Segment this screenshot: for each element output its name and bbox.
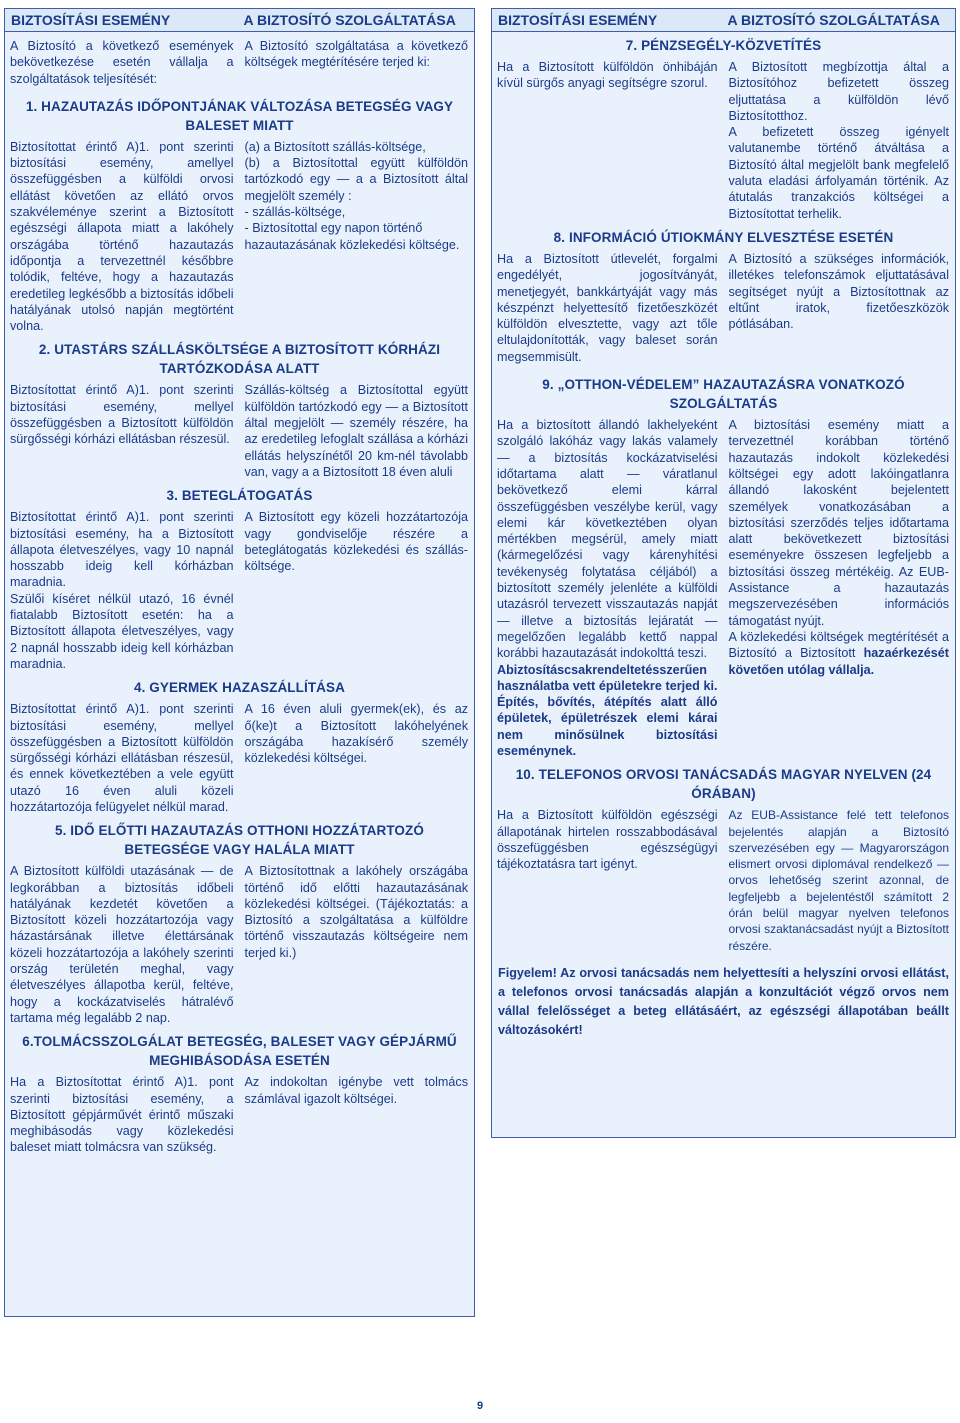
section-5-service: A Biztosítottnak a lakóhely országába történő idő előtti hazautazásának közlekedési költségei. (Tájékoztatás: a Biztosító a szolgáltatása a külföldre történő visszautazás költségeire nem terjed ki.): [244, 864, 468, 960]
section-3-event-paragraph: Szülői kíséret nélkül utazó, 16 évnél fiatalabb Biztosított esetén: ha a Biztosított állapota életveszélyes, vagy 2 napnál hosszabb ideig kell kórházban maradnia.: [10, 591, 234, 671]
section-5-event: A Biztosított külföldi utazásának — de legkorábban a biztosítás időbeli hatályának kezdetét követően a Biztosított közeli hozzátartozója vagy házastársának illetve élettársának közeli hozzátartozója a lakóhely szerinti ország területén meghal, vagy életveszélyes állapotba kerül, feltéve, hogy a kockázatviselés hátralévő tartama még legalább 2 nap.: [10, 864, 234, 1025]
section-1-row: [5, 139, 474, 335]
section-1-service-line: (a) a Biztosított szállás-költsége,: [244, 139, 426, 154]
event-column-heading: BIZTOSÍTÁSI ESEMÉNY: [11, 12, 171, 28]
section-6-title: 6.TOLMÁCSSZOLGÁLAT BETEGSÉG, BALESET VAGY GÉPJÁRMŰ MEGHIBÁSODÁSA ESETÉN: [22, 1034, 457, 1069]
section-2-service: Szállás-költség a Biztosítottal együtt külföldön tartózkodó egy — a Biztosított által megjelölt — személy részére, ha az eredetileg lefoglalt szállása a kórházi ellátás helyszínétől 20 km-nél távolabb van, vagy a a Biztosított 18 éven aluli: [244, 383, 468, 479]
section-7-title: 7. PÉNZSEGÉLY-KÖZVETÍTÉS: [625, 38, 822, 53]
section-1-title: 1. HAZAUTAZÁS IDŐPONTJÁNAK VÁLTOZÁSA BETEGSÉG VAGY BALESET MIATT: [25, 98, 454, 133]
section-2-row: [5, 382, 474, 480]
right-table: [491, 8, 956, 1138]
section-9-row: [492, 417, 955, 759]
section-4-event: Biztosítottat érintő A)1. pont szerinti biztosítási esemény, mellyel összefüggésben a Biztosított külföldön sürgősségi kórházi ellátásban részesül, és ennek következtében a vele együtt utazó 16 éven aluli közeli hozzátartozója felügyelet nélkül marad.: [10, 702, 234, 814]
service-column-heading: A BIZTOSÍTÓ SZOLGÁLTATÁSA: [727, 12, 940, 28]
section-8-event: Ha a Biztosított útlevelét, forgalmi engedélyét, jogosítványát, menetjegyét, bankkártyáját vagy más készpénzt helyettesítő fizetőeszközét külföldön elvesztette, vagy azt tőle eltulajdonították, vagy baleset során megsemmisült.: [497, 251, 718, 364]
section-6-event: Ha a Biztosítottat érintő A)1. pont szerinti biztosítási esemény, a Biztosított gépjárművét érintő műszaki meghibásodás vagy közlekedési baleset miatt tolmácsra van szükség.: [10, 1075, 234, 1155]
section-10-service: Az EUB-Assistance felé tett telefonos bejelentés alapján a Biztosító szervezésében egy — Magyarországon elismert orvosi diplomával rendelkező — orvos lehetőség szerint azonnal, de legfeljebb a bejelentéstől számított 2 órán belül magyar nyelven telefonos orvosi szaktanácsadást nyújt a Biztosított részére.: [728, 808, 949, 953]
section-8-title: 8. INFORMÁCIÓ ÚTIOKMÁNY ELVESZTÉSE ESETÉN: [553, 229, 894, 245]
section-9-event: [492, 417, 724, 759]
section-1-service-line: - Biztosítottal egy napon történő hazautazásának közlekedési költsége.: [244, 221, 460, 252]
right-table-header: [492, 9, 955, 32]
section-9-title: 9. „OTTHON-VÉDELEM” HAZAUTAZÁSRA VONATKOZÓ SZOLGÁLTATÁS: [542, 377, 905, 412]
section-3-event-paragraph: Biztosítottat érintő A)1. pont szerinti biztosítási esemény, ha a Biztosított állapota életveszélyes, vagy 10 napnál hosszabb ideig kell kórházban maradnia.: [10, 510, 234, 590]
section-3-row: [5, 509, 474, 672]
section-10-title: 10. TELEFONOS ORVOSI TANÁCSADÁS MAGYAR NYELVEN (24 ÓRÁBAN): [515, 767, 932, 802]
section-3-title: 3. BETEGLÁTOGATÁS: [166, 488, 313, 504]
section-7-service: [724, 59, 956, 222]
intro-row: [5, 38, 474, 87]
page-number: 9: [476, 1400, 484, 1412]
intro-service: A Biztosító szolgáltatása a következő költségek megtérítésére terjed ki:: [244, 39, 468, 70]
section-1-service-line: (b) a Biztosítottal együtt külföldön tartózkodó egy — a a Biztosított által megjelölt személy :: [244, 156, 468, 203]
section-1-event: Biztosítottat érintő A)1. pont szerinti biztosítási esemény, amellyel összefüggésben a külföldi orvosi ellátást követően az ellátó orvos szakvéleménye szerint a Biztosított egészségi állapota miatt a lakóhely országába történő hazautazás időpontja a tervezettnél későbbre tolódik, feltéve, hogy a hazautazás eredetileg legkésőbb a biztosítás időbeli hatályának utolsó napján megtörtént volna.: [10, 139, 234, 334]
section-7-event: Ha a Biztosított külföldön önhibáján kívül sürgős anyagi segítségre szorul.: [497, 60, 718, 91]
left-table: [4, 8, 475, 1317]
section-4-row: [5, 701, 474, 815]
section-7-row: [492, 59, 955, 222]
section-9-service: [724, 417, 956, 759]
section-9-service-paragraph: A biztosítási esemény miatt a tervezettnél korábban történő hazautazás indokolt közlekedési költségei egy adott lakóingatlanra állandó lakosként bejelentett személyek vonatkozásában a biztosítási szerződés teljes időtartama alatt bekövetkezett biztosítási eseményekre összesen legfeljebb a biztosítási összeg mértékéig. Az EUB-Assistance a hazautazás megszervezésében információs támogatást nyújt.: [728, 418, 949, 628]
section-8-service: A Biztosító a szükséges információk, illetékes telefonszámok eljuttatásával segítséget nyújt a Biztosítottnak az eltűnt iratok, fizetőeszközök pótlásában.: [728, 251, 949, 332]
left-table-header: [5, 9, 474, 32]
section-7-service-paragraph: A Biztosított megbízottja által a Biztosítóhoz befizetett összeg eljuttatása a külföldön lévő Biztosítotthoz.: [728, 60, 949, 123]
section-6-service: Az indokoltan igénybe vett tolmács számlával igazolt költségei.: [244, 1075, 468, 1106]
section-3-service: A Biztosított egy közeli hozzátartozója vagy gondviselője részére a beteglátogatás közlekedési és szállás-költsége.: [244, 510, 468, 574]
service-column-heading: A BIZTOSÍTÓ SZOLGÁLTATÁSA: [243, 12, 456, 28]
section-3-event: [5, 509, 240, 672]
section-1-service-line: - szállás-költsége,: [244, 205, 346, 220]
section-5-row: [5, 863, 474, 1026]
section-7-service-paragraph: A befizetett összeg igényelt valutanembe történő átváltása a Biztosító által megjelölt bank megfelelő valuta eladási árfolyamán történik. Az átutalás tranzakciós költségei a Biztosítottat terhelik.: [728, 125, 949, 221]
section-9-event-note: Abiztosításcsakrendeltetésszerűen használatba vett épületekre terjed ki. Építés, bővítés, átépítés alatt álló épületek, épületrészek elemi kárai nem minősülnek biztosítási eseménynek.: [497, 662, 718, 758]
section-9-service-text: A közlekedési költségek megtérítését a Biztosító a Biztosított: [728, 629, 949, 661]
event-column-heading: BIZTOSÍTÁSI ESEMÉNY: [498, 12, 658, 28]
section-10-row: [492, 807, 955, 954]
section-6-row: [5, 1074, 474, 1155]
section-10-event: Ha a Biztosított külföldön egészségi állapotának hirtelen rosszabbodásával összefüggésben egészségügyi tájékoztatásra tart igényt.: [497, 808, 718, 872]
section-1-service: [240, 139, 475, 335]
intro-event: A Biztosító a következő események bekövetkezése esetén vállalja a szolgáltatások teljesítését:: [10, 39, 234, 86]
section-4-title: 4. GYERMEK HAZASZÁLLÍTÁSA: [133, 680, 345, 696]
section-8-row: [492, 251, 955, 365]
section-2-title: 2. UTASTÁRS SZÁLLÁSKÖLTSÉGE A BIZTOSÍTOTT KÓRHÁZI TARTÓZKODÁSA ALATT: [38, 342, 441, 377]
warning-note: Figyelem! Az orvosi tanácsadás nem helyettesíti a helyszíni orvosi ellátást, a telefonos orvosi tanácsadás alapján a konzultációt végző orvos nem vállal felelősséget a beteg ellátásáért, az egészségi állapotában beállt változásokért!: [498, 965, 949, 1037]
section-9-service-bold-text: hazaérkezését követően utólag vállalja.: [728, 646, 949, 677]
section-9-service-paragraph: [729, 629, 950, 678]
section-9-event-paragraph: Ha a biztosított állandó lakhelyeként szolgáló lakóház vagy lakás valamely — a biztosítás kockázatviselési időtartama alatt — váratlanul bekövetkező elemi kárral összefüggésben veszélybe kerül, vagy elemi kár következtében olyan mértékben megsérül, amely miatt (kármegelőzési vagy kárenyhítési tevékenység folytatása céljából) a biztosított személy jelenléte a külföldi utazásról tervezett visszautazás napját — illetve a biztosítás lejáratát — megelőzően legalább kettő nappal korábbi hazautazását indokolttá teszi.: [497, 418, 718, 661]
section-5-title: 5. IDŐ ELŐTTI HAZAUTAZÁS OTTHONI HOZZÁTARTOZÓ BETEGSÉGE VAGY HALÁLA MIATT: [55, 823, 424, 858]
section-2-event: Biztosítottat érintő A)1. pont szerinti biztosítási esemény, mellyel összefüggésben a Biztosított külföldön sürgősségi kórházi ellátásban részesül.: [10, 383, 234, 447]
section-4-service: A 16 éven aluli gyermek(ek), és az ő(ke)t a Biztosított lakóhelyének országába hazakísérő személy közlekedési költségei.: [244, 702, 468, 766]
